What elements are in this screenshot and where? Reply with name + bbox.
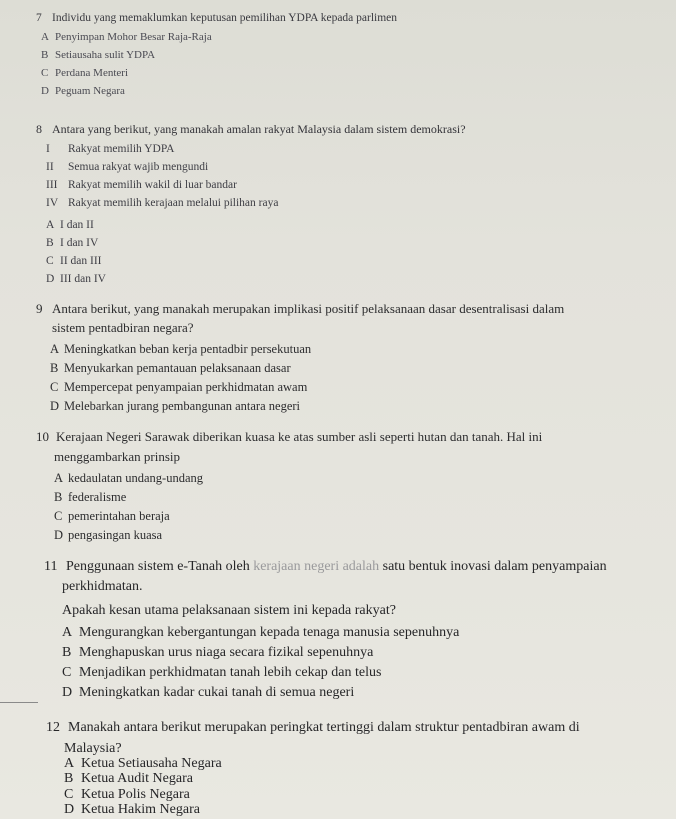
option-text: Meningkatkan beban kerja pentadbir persekutuan <box>64 342 312 356</box>
option-c[interactable] <box>64 787 190 803</box>
question-stem-cont: perkhidmatan. <box>62 579 143 594</box>
option-letter: B <box>46 237 54 249</box>
option-letter: D <box>62 685 73 700</box>
option-b[interactable] <box>46 237 98 249</box>
option-letter: A <box>62 625 73 640</box>
option-text: Peguam Negara <box>55 85 125 97</box>
option-text: Mempercepat penyampaian perkhidmatan awam <box>64 380 308 394</box>
question-stem <box>46 720 580 736</box>
option-text: III dan IV <box>60 273 106 285</box>
option-d[interactable] <box>62 685 354 701</box>
option-a[interactable] <box>64 756 222 772</box>
option-text: II dan III <box>60 255 102 267</box>
option-d[interactable] <box>64 802 200 818</box>
option-c[interactable] <box>54 509 170 524</box>
statement-numeral: II <box>46 161 54 173</box>
option-c[interactable] <box>46 255 102 267</box>
option-text: Ketua Audit Negara <box>81 771 193 786</box>
option-letter: D <box>54 528 64 542</box>
option-d[interactable] <box>50 399 300 414</box>
option-letter: C <box>64 787 74 802</box>
option-text: Menghapuskan urus niaga secara fizikal sepenuhnya <box>79 645 374 660</box>
option-a[interactable] <box>54 471 203 486</box>
option-letter: D <box>41 85 49 97</box>
option-letter: C <box>50 380 59 394</box>
option-a[interactable] <box>46 219 94 231</box>
question-stem <box>36 429 542 445</box>
pencil-mark <box>0 702 38 703</box>
statement-text: Rakyat memilih kerajaan melalui pilihan raya <box>68 197 279 209</box>
question-number: 8 <box>36 122 42 136</box>
statement-numeral: I <box>46 143 50 155</box>
question-number: 9 <box>36 301 43 316</box>
option-text: Ketua Hakim Negara <box>81 802 200 817</box>
option-letter: A <box>64 756 75 771</box>
statement-text: Semua rakyat wajib mengundi <box>68 161 209 173</box>
question-number: 11 <box>44 559 58 574</box>
statement-i <box>46 143 174 155</box>
statement-iv <box>46 197 278 209</box>
option-d[interactable] <box>41 85 125 97</box>
option-text: Setiausaha sulit YDPA <box>55 49 156 61</box>
option-letter: C <box>46 255 54 267</box>
question-stem <box>44 559 607 575</box>
question-number: 10 <box>36 429 49 444</box>
question-stem <box>36 122 466 137</box>
option-text: Ketua Polis Negara <box>81 787 190 802</box>
option-letter: B <box>62 645 72 660</box>
option-text: Penyimpan Mohor Besar Raja-Raja <box>55 31 212 43</box>
question-text: Kerajaan Negeri Sarawak diberikan kuasa ke atas sumber asli seperti hutan dan tanah. Hal ini <box>56 429 543 444</box>
option-text: Menjadikan perkhidmatan tanah lebih cekap dan telus <box>79 665 382 680</box>
option-c[interactable] <box>41 67 128 79</box>
question-text-faded: kerajaan negeri adalah <box>253 559 380 574</box>
option-letter: A <box>41 31 49 43</box>
option-text: Ketua Setiausaha Negara <box>81 756 222 771</box>
option-letter: B <box>54 490 63 504</box>
option-text: pemerintahan beraja <box>68 509 170 523</box>
option-c[interactable] <box>62 665 381 681</box>
option-text: pengasingan kuasa <box>68 528 163 542</box>
question-number: 7 <box>36 12 42 24</box>
option-text: Mengurangkan kebergantungan kepada tenaga manusia sepenuhnya <box>79 625 460 640</box>
option-b[interactable] <box>50 361 291 376</box>
option-letter: D <box>50 399 60 413</box>
question-text: Penggunaan sistem e-Tanah oleh <box>66 559 254 574</box>
question-text: Antara yang berikut, yang manakah amalan rakyat Malaysia dalam sistem demokrasi? <box>52 122 466 136</box>
question-prompt: Apakah kesan utama pelaksanaan sistem ini kepada rakyat? <box>62 603 396 618</box>
option-letter: A <box>50 342 60 356</box>
option-text: I dan IV <box>60 237 99 249</box>
question-stem-cont: Malaysia? <box>64 741 122 756</box>
statement-text: Rakyat memilih wakil di luar bandar <box>68 179 237 191</box>
statement-numeral: IV <box>46 197 59 209</box>
option-letter: D <box>64 802 75 817</box>
option-b[interactable] <box>54 490 126 505</box>
option-b[interactable] <box>62 645 373 661</box>
question-stem <box>36 12 397 24</box>
option-letter: B <box>64 771 74 786</box>
statement-numeral: III <box>46 179 58 191</box>
option-a[interactable] <box>50 342 311 357</box>
question-text: Individu yang memaklumkan keputusan pemilihan YDPA kepada parlimen <box>52 12 398 24</box>
option-d[interactable] <box>46 273 106 285</box>
question-text: Antara berikut, yang manakah merupakan implikasi positif pelaksanaan dasar desentralisasi dalam <box>52 301 565 316</box>
statement-text: Rakyat memilih YDPA <box>68 143 175 155</box>
option-letter: C <box>62 665 72 680</box>
question-stem <box>36 301 564 317</box>
option-letter: A <box>46 219 55 231</box>
option-text: Perdana Menteri <box>55 67 128 79</box>
option-letter: D <box>46 273 55 285</box>
option-d[interactable] <box>54 528 162 543</box>
question-number: 12 <box>46 720 60 735</box>
option-b[interactable] <box>41 49 155 61</box>
option-letter: A <box>54 471 64 485</box>
question-stem-cont: menggambarkan prinsip <box>54 449 180 464</box>
option-letter: B <box>41 49 49 61</box>
question-text: Manakah antara berikut merupakan peringkat tertinggi dalam struktur pentadbiran awam di <box>68 720 580 735</box>
option-c[interactable] <box>50 380 307 395</box>
option-b[interactable] <box>64 771 193 787</box>
statement-ii <box>46 161 208 173</box>
option-a[interactable] <box>62 625 459 641</box>
option-a[interactable] <box>41 31 212 43</box>
question-stem-cont: sistem pentadbiran negara? <box>52 320 194 335</box>
option-text: I dan II <box>60 219 94 231</box>
statement-iii <box>46 179 237 191</box>
option-letter: B <box>50 361 59 375</box>
option-text: Meningkatkan kadar cukai tanah di semua negeri <box>79 685 355 700</box>
option-letter: C <box>54 509 63 523</box>
option-text: kedaulatan undang-undang <box>68 471 204 485</box>
option-text: Melebarkan jurang pembangunan antara negeri <box>64 399 301 413</box>
question-text-cont: satu bentuk inovasi dalam penyampaian <box>379 559 607 574</box>
option-letter: C <box>41 67 49 79</box>
option-text: Menyukarkan pemantauan pelaksanaan dasar <box>64 361 291 375</box>
option-text: federalisme <box>68 490 127 504</box>
